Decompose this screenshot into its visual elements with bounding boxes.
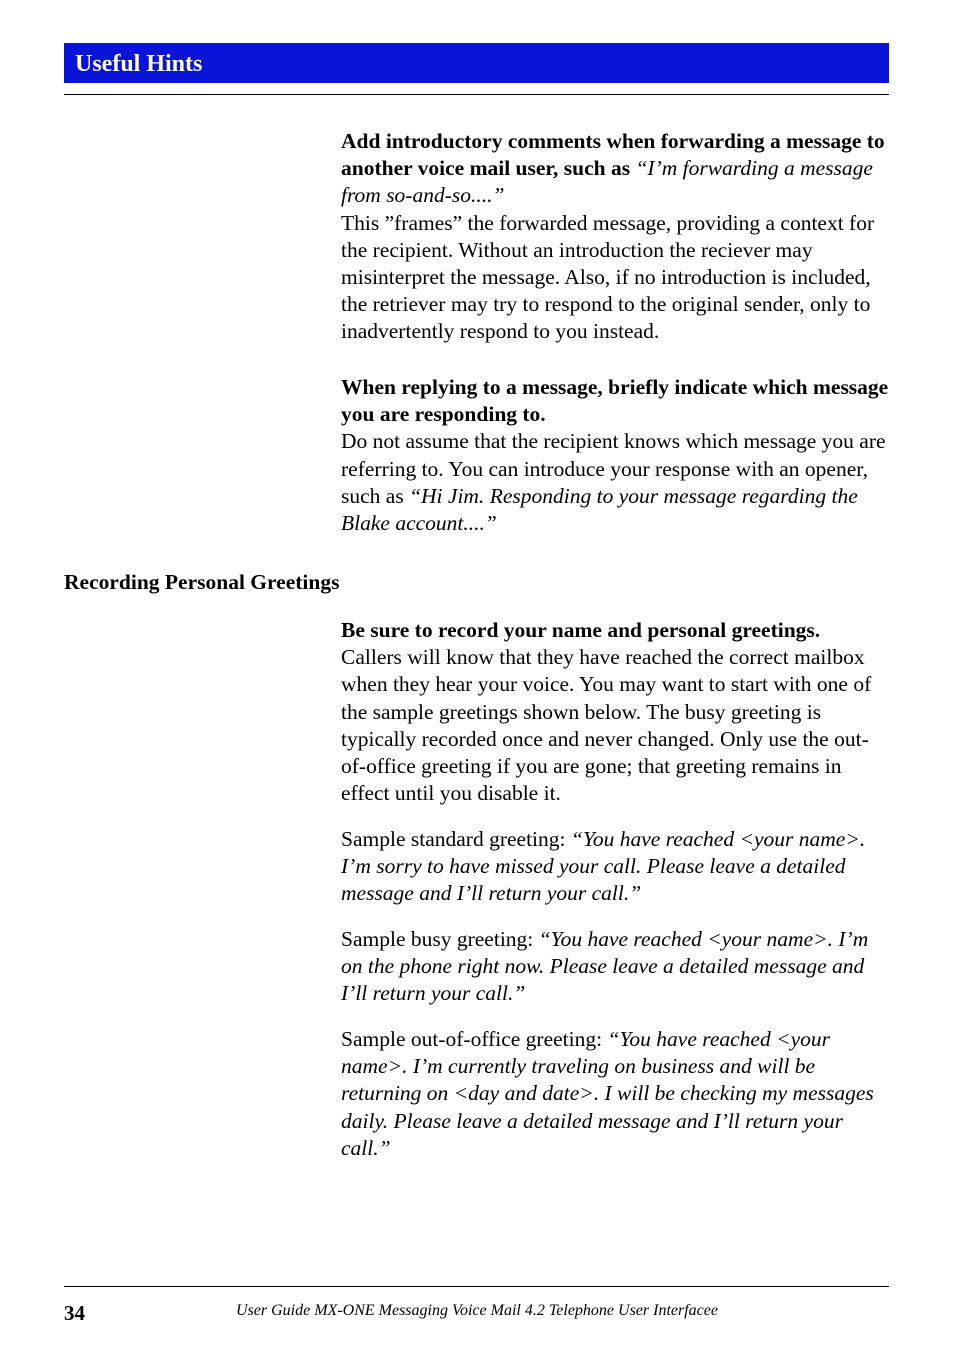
sample-ooo-label: Sample out-of-office greeting:: [341, 1027, 603, 1051]
sample-busy-label: Sample busy greeting:: [341, 927, 534, 951]
hint-replying-example: “Hi Jim. Responding to your message regarding the Blake account....”: [341, 483, 858, 536]
hint-replying-body: Do not assume that the recipient knows which message you are referring to. You can introduce your response with an opener, such as: [341, 429, 886, 508]
sample-busy-text: “You have reached <your name>. I’m on the phone right now. Please leave a detailed message and I’ll return your call.”: [341, 927, 869, 1006]
header-bar: [64, 43, 889, 83]
hint-forwarding: [341, 128, 893, 346]
hint-replying-heading: When replying to a message, briefly indicate which message you are responding to.: [341, 375, 889, 427]
hint-forwarding-heading: Add introductory comments when forwarding a message to another voice mail user, such as: [341, 129, 885, 181]
sample-ooo-text: “You have reached <your name>. I’m currently traveling on business and will be returning on <day and date>. I will be checking my messages daily. Please leave a detailed message and I’ll return your call.”: [341, 1027, 874, 1160]
sample-standard-greeting: [341, 826, 893, 908]
sample-standard-text: “You have reached <your name>. I’m sorry to have missed your call. Please leave a detailed message and I’ll return your call.”: [341, 827, 866, 906]
greetings-heading: Be sure to record your name and personal greetings.: [341, 618, 821, 642]
section-heading-greetings: Recording Personal Greetings: [64, 570, 340, 594]
sample-standard-label: Sample standard greeting:: [341, 827, 566, 851]
hint-forwarding-body: This ”frames” the forwarded message, providing a context for the recipient. Without an introduction the reciever may misinterpret the message. Also, if no introduction is included, the retriever may try to respond to the original sender, only to inadvertently respond to you instead.: [341, 210, 875, 344]
greetings-body: Callers will know that they have reached the correct mailbox when they hear your voice. You may want to start with one of the sample greetings shown below. The busy greeting is typically recorded once and never changed. Only use the out-of-office greeting if you are gone; that greeting remains in effect until you disable it.: [341, 645, 872, 806]
header-divider: [64, 94, 889, 95]
hint-forwarding-example: “I’m forwarding a message from so-and-so....”: [341, 156, 873, 208]
page-number: 34: [64, 1301, 85, 1325]
sample-out-of-office-greeting: [341, 1026, 893, 1162]
footer-divider: [64, 1286, 889, 1287]
footer-document-title: User Guide MX-ONE Messaging Voice Mail 4.2 Telephone User Interfacee: [236, 1302, 718, 1319]
sample-busy-greeting: [341, 926, 893, 1008]
hint-greetings: [341, 617, 893, 807]
page-header-title: Useful Hints: [75, 51, 203, 77]
hint-replying: [341, 374, 893, 537]
